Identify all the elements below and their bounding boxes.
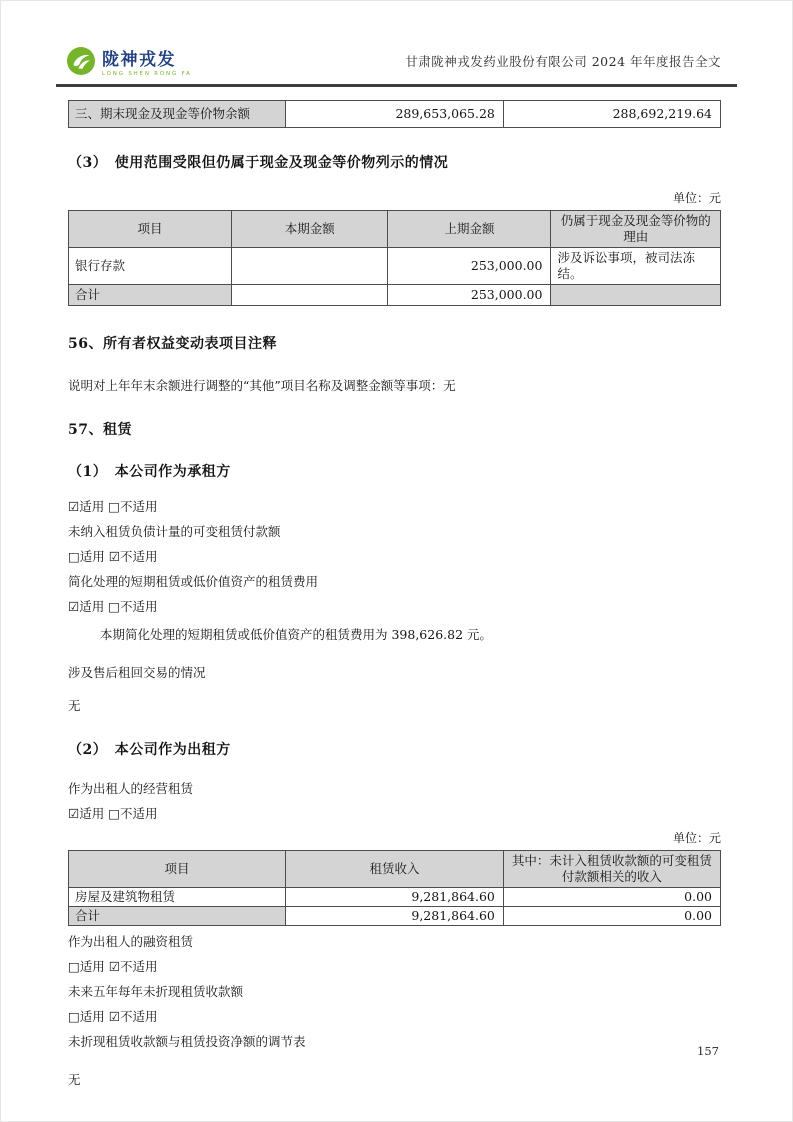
reconciliation-line: 未折现租赁收款额与租赁投资净额的调节表 (68, 1034, 306, 1049)
applicability-line: ☑适用 □不适用 (68, 599, 158, 614)
unit-label: 单位：元 (672, 831, 721, 845)
document-title: 甘肃陇神戎发药业股份有限公司 2024 年年度报告全文 (405, 54, 721, 69)
col-header-item: 项目 (69, 851, 286, 888)
table-row (69, 248, 721, 285)
page-content (1, 100, 792, 1087)
equity-adjustment-note: 说明对上年年末余额进行调整的“其他”项目名称及调整金额等事项：无 (68, 378, 456, 393)
logo-icon (66, 46, 96, 76)
income-cell: 9,281,864.60 (286, 888, 504, 907)
logo-cn-name: 陇神戎发 (102, 50, 176, 70)
applicability-line: □适用 ☑不适用 (68, 549, 158, 564)
current-cell (232, 248, 388, 285)
table-row (69, 888, 721, 907)
total-reason-cell (551, 285, 721, 306)
total-label-cell: 合计 (69, 907, 286, 926)
prior-cell: 253,000.00 (388, 248, 551, 285)
table-row (69, 101, 721, 128)
total-variable-cell: 0.00 (503, 907, 720, 926)
subsection-heading-lessee: （1） 本公司作为承租方 (68, 464, 231, 480)
item-cell: 银行存款 (69, 248, 232, 285)
body-line: 未纳入租赁负债计量的可变租赁付款额 (68, 524, 281, 539)
total-income-cell: 9,281,864.60 (286, 907, 504, 926)
finance-lease-line: 作为出租人的融资租赁 (68, 934, 194, 949)
prior-period-value: 288,692,219.64 (503, 101, 720, 128)
none-line: 无 (68, 698, 81, 713)
total-label-cell: 合计 (69, 285, 232, 306)
row-label-cell: 三、期末现金及现金等价物余额 (69, 101, 286, 128)
table-total-row (69, 907, 721, 926)
col-header-current: 本期金额 (232, 211, 388, 248)
table-total-row (69, 285, 721, 306)
none-line: 无 (68, 1072, 81, 1087)
applicability-line: □适用 ☑不适用 (68, 959, 158, 974)
col-header-lease-income: 租赁收入 (286, 851, 504, 888)
logo-en-name: LONG SHEN RONG FA (102, 71, 192, 77)
page-number: 157 (697, 1044, 719, 1058)
applicability-line: □适用 ☑不适用 (68, 1009, 158, 1024)
col-header-reason: 仍属于现金及现金等价物的理由 (551, 211, 721, 248)
restricted-cash-table (68, 210, 721, 306)
current-period-value: 289,653,065.28 (286, 101, 504, 128)
table-header-row (69, 851, 721, 888)
col-header-variable-income: 其中：未计入租赁收款额的可变租赁付款额相关的收入 (503, 851, 720, 888)
cash-equivalents-balance-table (68, 100, 721, 128)
item-cell: 房屋及建筑物租赁 (69, 888, 286, 907)
body-line: 简化处理的短期租赁或低价值资产的租赁费用 (68, 574, 319, 589)
header-rule (56, 84, 737, 87)
operating-lease-line: 作为出租人的经营租赁 (68, 781, 194, 796)
company-logo (66, 45, 192, 77)
total-current-cell (232, 285, 388, 306)
applicability-line: ☑适用 □不适用 (68, 499, 158, 514)
variable-cell: 0.00 (503, 888, 720, 907)
section-heading-restricted-cash: （3） 使用范围受限但仍属于现金及现金等价物列示的情况 (68, 155, 449, 171)
section-heading-equity-notes: 56、所有者权益变动表项目注释 (68, 336, 277, 352)
logo-text (102, 45, 192, 77)
lease-income-table (68, 850, 721, 926)
table-header-row (69, 211, 721, 248)
undiscounted-receipts-line: 未来五年每年未折现租赁收款额 (68, 984, 244, 999)
page-header (1, 1, 792, 77)
total-prior-cell: 253,000.00 (388, 285, 551, 306)
col-header-prior: 上期金额 (388, 211, 551, 248)
subsection-heading-lessor: （2） 本公司作为出租方 (68, 742, 231, 758)
section-heading-lease: 57、租赁 (68, 422, 132, 438)
applicability-line: ☑适用 □不适用 (68, 806, 158, 821)
sale-leaseback-line: 涉及售后租回交易的情况 (68, 665, 206, 680)
unit-label: 单位：元 (672, 191, 721, 205)
reason-cell: 涉及诉讼事项，被司法冻结。 (551, 248, 721, 285)
short-term-lease-expense-note: 本期简化处理的短期租赁或低价值资产的租赁费用为 398,626.82 元。 (100, 627, 493, 642)
col-header-item: 项目 (69, 211, 232, 248)
